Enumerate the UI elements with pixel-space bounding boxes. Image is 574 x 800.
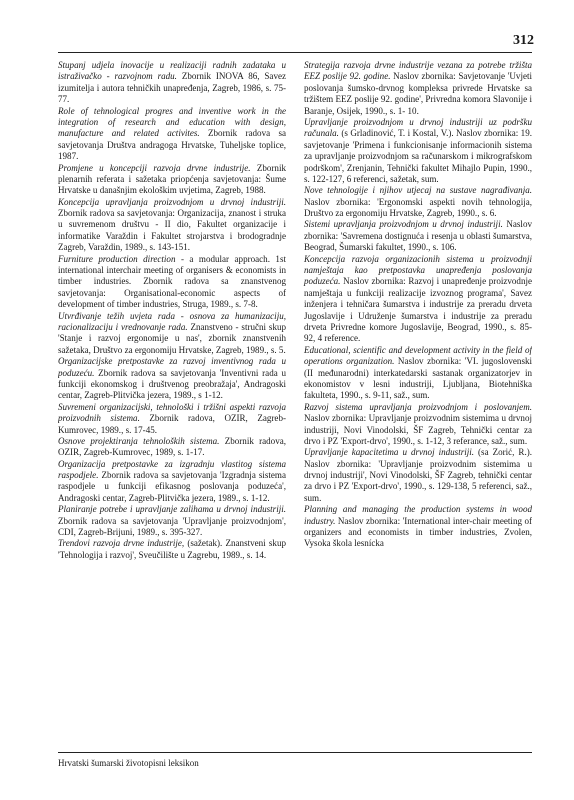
entry-details: Zbornik radova sa savjetovanja 'Izgradnja sistema raspodjele u funkciji efikasnog poslovanja poduzeća', Andragoski centar, Zagreb-Plitvička jezera, 1989., s. 1-12.	[58, 470, 286, 503]
bibliography-entry	[304, 254, 532, 345]
bibliography-entry	[58, 402, 286, 436]
entry-details: Naslov zbornika: Upravljanje proizvodnim sistemima u drvnoj industriji, Novi Vinodolski, ŠF Zagreb, Tehnički centar za drvo i PZ 'Export-drvo', 1990., s. 1-12, 3 referance, saž., sum.	[304, 413, 532, 446]
entry-details: Naslov zbornika: 'International inter-chair meeting of organizers and economists in timber industries, Zvolen, Vysoka škola lesnícka	[304, 515, 532, 549]
top-rule	[58, 52, 532, 53]
bibliography-entry	[304, 447, 532, 504]
bibliography-entry	[58, 106, 286, 163]
entry-title: Trendovi razvoja drvne industrije,	[58, 538, 185, 549]
entry-title: Furniture production direction	[58, 253, 176, 264]
entry-details: Zbornik plenarnih referata i sažetaka priopćenja savjetovanja: Šume Hrvatske u današnjim ekološkim uvjetima, Zagreb, 1988.	[58, 162, 286, 196]
entry-details: Naslov zbornika: 'Ergonomski aspekti novih tehnologija, Društvo za ergonomiju Hrvatske, Zagreb, 1990., s. 6.	[304, 196, 532, 219]
bottom-rule	[58, 752, 532, 753]
bibliography-entry	[304, 504, 532, 550]
entry-title: Planiranje potrebe i upravljanje zalihama u drvnoj industriji.	[58, 504, 286, 515]
text-columns	[58, 60, 532, 736]
bibliography-entry	[58, 504, 286, 538]
bibliography-entry	[58, 538, 286, 561]
entry-details: Naslov zbornika: Savjetovanje 'Uvjeti poslovanja šumsko-drvnog kompleksa privrede Hrvatske sa tržištem EEZ poslije 92. godine', Privredna komora Slavonije i Baranje, Osijek, 1990., s. 1- 10.	[304, 71, 532, 116]
entry-details: Zbornik radova sa savjetovanja: Organizacija, znanost i struka u suvremenom društvu - II dio, Fakultet organizacije i informatike Varaždin i Fakultet strojarstva i brodogradnje Zagreb, Varaždin, 1989., s. 143-151.	[58, 208, 286, 253]
entry-title: Promjene u koncepciji razvoja drvne industrije.	[58, 162, 251, 173]
entry-title: Strategija razvoja drvne industrije vezana za potrebe tržišta EEZ poslije 92. godine.	[304, 60, 532, 82]
page-footer: Hrvatski šumarski životopisni leksikon	[58, 758, 199, 768]
entry-details: Zbornik radova sa savjetovanja Društva andragoga Hrvatske, Tuheljske toplice, 1987.	[58, 128, 286, 162]
entry-title: Razvoj sistema upravljanja proizvodnjom i poslovanjem.	[304, 401, 532, 412]
entry-title: Suvremeni organizacijski, tehnološki i tržišni aspekti razvoja proizvodnih sistema.	[58, 401, 286, 424]
entry-title: Sistemi upravljanja proizvodnjom u drvnoj industriji.	[304, 219, 503, 230]
left-column	[58, 60, 286, 736]
bibliography-entry	[58, 60, 286, 106]
entry-details: Naslov zbornika: Razvoj i unapređenje proizvodnje namještaja u funkciji realizacije izvoznog programa', Savez inženjera i tehničara šumarstva i industrije za preradu drveta Jugoslavije i Udruženje šumarstva i industrije za preradu drveta Privredne komore Jugoslavije, Beograd, 1990., s. 85-92, 4 reference.	[304, 276, 532, 344]
bibliography-entry	[58, 436, 286, 459]
bibliography-entry	[58, 254, 286, 311]
bibliography-entry	[58, 311, 286, 357]
entry-details: Zbornik radova, OZIR, Zagreb-Kumrovec, 1989, s. 1-17.	[58, 435, 287, 458]
entry-title: Koncepcija upravljanja proizvodnjom u drvnoj industriji.	[58, 196, 286, 207]
entry-title: Koncepcija razvoja organizacionih sistema u proizvodnji namještaja kao pretpostavka unapređenja poslovanja poduzeća.	[304, 253, 532, 287]
entry-title: Nove tehnologije i njihov utjecaj na sustave nagrađivanja.	[304, 185, 532, 196]
entry-details: Naslov zbornika: 'VI. jugoslovenski (II međunarodni) interkatedarski sastanak organizatorjev in ekonomistov v lesni industriji, Ljubljana, Biotehniška fakulteta, 1990., s. 9-11, saž., sum.	[304, 356, 532, 401]
page-number: 312	[513, 33, 534, 48]
entry-title: Stupanj udjela inovacije u realizaciji radnih zadataka u istraživačko - razvojnom radu.	[58, 60, 286, 82]
entry-title: Upravljanje kapacitetima u drvnoj industriji.	[304, 447, 475, 458]
entry-details: (s Grladinović, T. i Kostal, V.). Naslov zbornika: 19. savjetovanje 'Primena i funkcionisanje informacionih sistema za upravljanje proizvodnjom sa računarskom i mikrografskom podrškom', Zrenjanin, Tehnički fakultet Mihajlo Pupin, 1990., s. 122-127, 6 referenci, sažetak, sum.	[304, 128, 532, 184]
right-column	[304, 60, 532, 736]
bibliography-entry	[304, 345, 532, 402]
entry-title: Osnove projektiranja tehnoloških sistema.	[58, 435, 220, 446]
entry-title: Educational, scientific and development activity in the field of operations organization.	[304, 344, 532, 367]
entry-details: Zbornik radova, OZIR, Zagreb-Kumrovec, 1989., s. 17-45.	[58, 413, 286, 435]
entry-details: - a modular approach. 1st international interchair meeting of organisers & economists in timber industries. Zbornik radova sa znanstvenog savjetovanja: Organisational-economic aspects of development of timber industries, Struga, 1989., s. 7-8.	[58, 253, 286, 310]
entry-title: Role of tehnological progres and inventive work in the integration of research and education with design, manufacture and related activites.	[58, 105, 286, 139]
bibliography-entry	[58, 197, 286, 254]
entry-title: Planning and managing the production systems in wood industry.	[304, 504, 532, 526]
entry-details: Zbornik radova sa savjetovanja 'Upravljanje proizvodnjom', CDI, Zagreb-Brijuni, 1989., s. 395-327.	[58, 515, 286, 538]
entry-details: Znanstveno - stručni skup 'Stanje i razvoj ergonomije u nas', zbornik znanstvenih sažetaka, Društvo za ergonomiju Hrvatske, Zagreb, 1989., s. 5.	[58, 321, 287, 355]
entry-details: Zbornik INOVA 86, Savez izumitelja i autora tehničkih unapređenja, Zagreb, 1986, s. 75-77.	[58, 71, 286, 105]
entry-title: Upravljanje proizvodnjom u drvnoj industriji uz podršku računala.	[304, 116, 532, 139]
bibliography-entry	[58, 163, 286, 197]
bibliography-entry	[304, 60, 532, 117]
bibliography-entry	[304, 185, 532, 219]
entry-details: Zbornik radova sa savjetovanja 'Inventivni rada u funkciji ekonomskog i društvenog preobražaja', Andragoski centar, Zagreb-Plitvička jezera, 1989., s 1-12.	[58, 367, 286, 401]
entry-title: Organizacija pretpostavke za izgradnju vlastitog sistema raspodjele.	[58, 458, 286, 481]
entry-title: Organizacijske pretpostavke za razvoj inventivnog rada u poduzeću.	[58, 356, 286, 378]
entry-details: Naslov zbornika: 'Savremena dostignuća i resenja u oblasti šumarstva, Beograd, Šumarski fakultet, 1990., s. 106.	[304, 219, 532, 253]
entry-details: (sažetak). Znanstveni skup 'Tehnologija i razvoj', Sveučilište u Zagrebu, 1989., s. 14.	[58, 538, 286, 560]
bibliography-entry	[58, 356, 286, 402]
entry-title: Utvrđivanje težih uvjeta rada - osnova za humanizaciju, racionalizaciju i vrednovanje rada.	[58, 310, 286, 332]
entry-details: (sa Zorić, R.). Naslov zbornika: 'Upravljanje proizvodnim sistemima u drvnoj industriji', Novi Vinodolski, ŠF Zagreb, tehnički centar za drvo i PZ 'Export-drvo', 1990., s. 129-138, 5 referenci, saž., sum.	[304, 447, 532, 503]
bibliography-entry	[304, 402, 532, 448]
bibliography-entry	[304, 219, 532, 253]
bibliography-entry	[304, 117, 532, 185]
bibliography-entry	[58, 459, 286, 505]
